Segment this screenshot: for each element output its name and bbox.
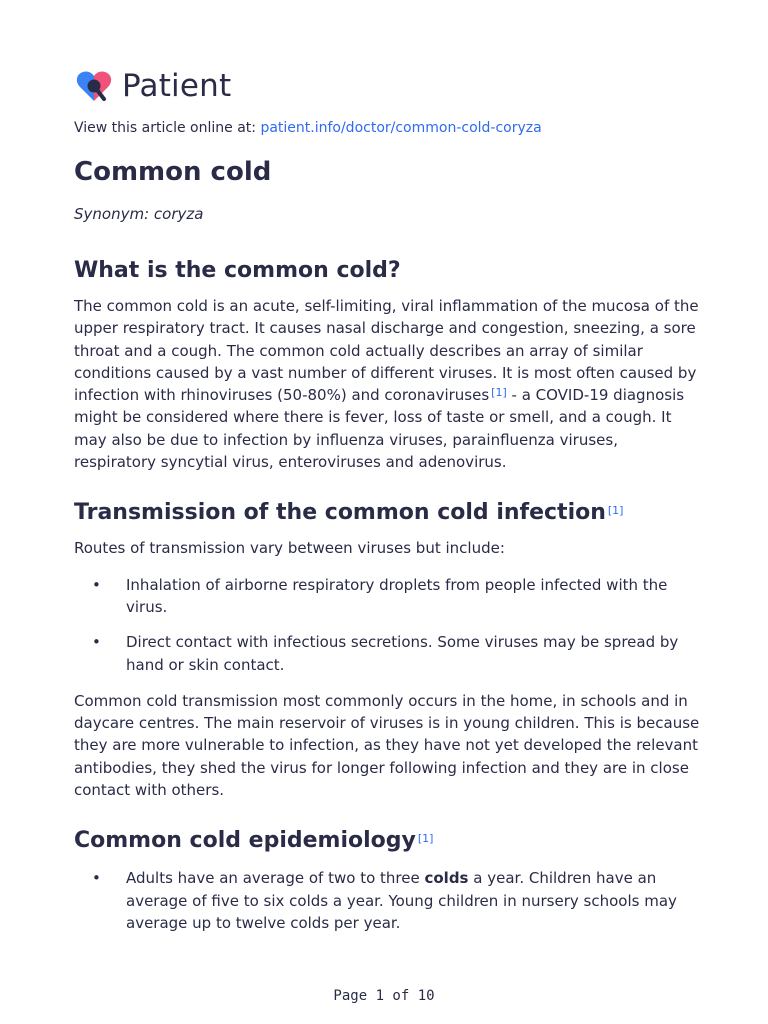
- list-item: [74, 631, 704, 676]
- paragraph-what-is-part-a: The common cold is an acute, self-limiting, viral inflammation of the mucosa of the upper respiratory tract. It causes nasal discharge and congestion, sneezing, a sore throat and a cough. The common cold actually describes an array of similar conditions caused by a vast number of different viruses. It is most often caused by infection with rhinoviruses (50-80%) and coronaviruses: [74, 297, 699, 405]
- view-online-line: [74, 120, 542, 136]
- epidemiology-list: [74, 867, 704, 934]
- synonym-label: Synonym: [74, 205, 145, 223]
- bullet-icon: •: [92, 633, 101, 652]
- list-item: [74, 574, 704, 619]
- heading-epidemiology-text: Common cold epidemiology: [74, 828, 416, 854]
- transmission-routes-list: [74, 574, 704, 676]
- page-title: Common cold: [74, 157, 272, 187]
- list-item-text-bold: colds: [424, 869, 469, 888]
- view-online-prefix: View this article online at:: [74, 120, 261, 136]
- paragraph-transmission-home: Common cold transmission most commonly occurs in the home, in schools and in daycare centres. The main reservoir of viruses is in young children. This is because they are more vulnerable to infection, as they have not yet developed the relevant antibodies, they shed the virus for longer following infection and they are in close contact with others.: [74, 691, 700, 800]
- list-item-text: Inhalation of airborne respiratory droplets from people infected with the virus.: [126, 575, 668, 616]
- heading-transmission: [74, 497, 704, 529]
- synonym-value: coryza: [153, 205, 204, 223]
- heading-transmission-text: Transmission of the common cold infection: [74, 500, 606, 526]
- page-number: Page 1 of 10: [333, 988, 435, 1004]
- reference-link[interactable]: [1]: [607, 504, 624, 518]
- bullet-icon: •: [92, 575, 101, 594]
- reference-link[interactable]: [1]: [417, 832, 434, 846]
- paragraph-routes-intro: Routes of transmission vary between viruses but include:: [74, 539, 505, 558]
- paragraph-what-is-part-b: - a COVID-19 diagnosis might be considered where there is fever, loss of taste or smell, and a cough. It may also be due to infection by influenza viruses, parainfluenza viruses, respiratory syncytial virus, enteroviruses and adenovirus.: [74, 386, 685, 472]
- paragraph-what-is: [74, 295, 704, 473]
- heading-epidemiology: [74, 825, 704, 857]
- list-item-text-post: a year. Children have an average of five to six colds a year. Young children in nursery schools may average up to twelve colds per year.: [126, 869, 677, 932]
- synonym-line: [74, 205, 704, 223]
- list-item-text: Direct contact with infectious secretions. Some viruses may be spread by hand or skin contact.: [126, 633, 679, 674]
- list-item-text-pre: Adults have an average of two to three: [126, 869, 425, 888]
- reference-link[interactable]: [1]: [491, 386, 507, 400]
- list-item: [74, 867, 704, 934]
- patient-logo[interactable]: [74, 66, 231, 106]
- heart-logo-icon: [74, 66, 114, 106]
- article-link[interactable]: patient.info/doctor/common-cold-coryza: [260, 120, 542, 136]
- synonym-sep: :: [144, 205, 154, 223]
- article-content: [74, 152, 704, 934]
- bullet-icon: •: [92, 869, 101, 888]
- brand-name: Patient: [122, 68, 232, 104]
- heading-what-is: What is the common cold?: [74, 258, 401, 283]
